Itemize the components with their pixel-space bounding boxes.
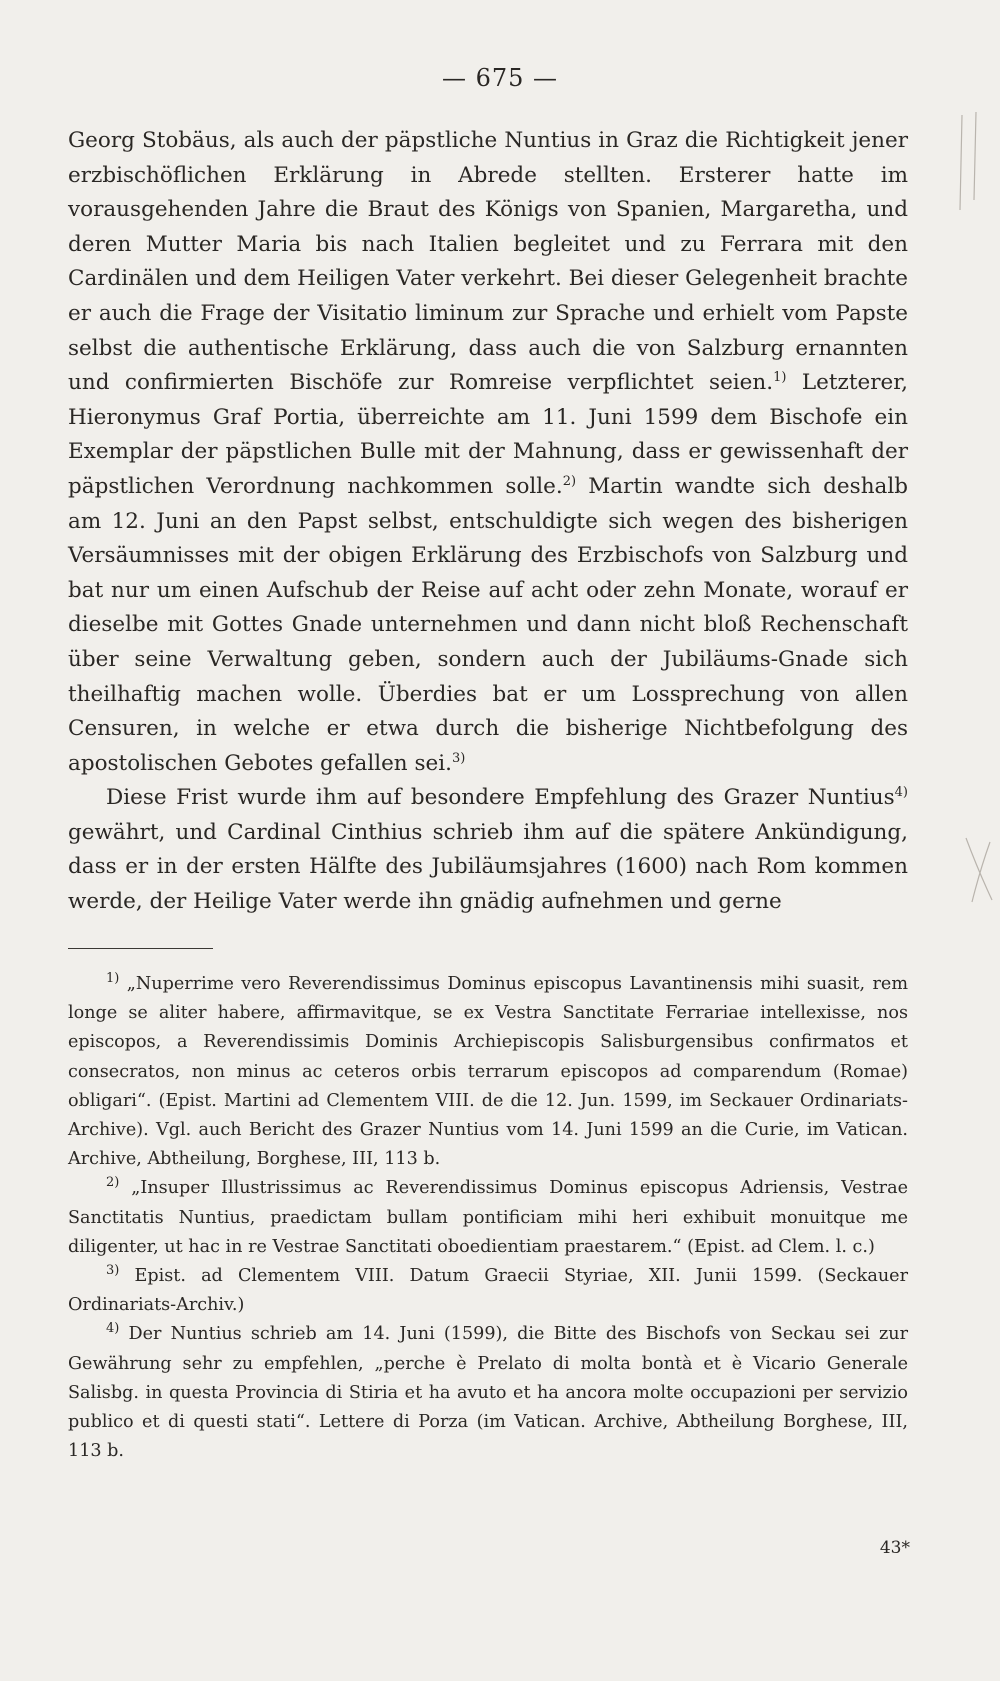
footnote-marker: 1) (106, 971, 120, 987)
footnote-divider (68, 948, 213, 949)
footnote-text: Epist. ad Clementem VIII. Datum Graecii Styriae, XII. Junii 1599. (Seckauer Ordinariats-Archiv.) (68, 1266, 908, 1316)
footnote-text: „Nuperrime vero Reverendissimus Dominus episcopus Lavantinensis mihi suasit, rem longe se aliter habere, affirmavitque, se ex Vestra Sanctitate Ferrariae intellexisse, nos episcopos, a Reverendissimis Dominis Archiepiscopis Salisburgensibus confirmatos et consecratos, non minus ac ceteros orbis terrarum episcopos ad comparendum (Romae) obligari“. (Epist. Martini ad Clementem VIII. de die 12. Jun. 1599, im Seckauer Ordinariats-Archive). Vgl. auch Bericht des Grazer Nuntius vom 14. Juni 1599 an die Curie, im Vatican. Archive, Abtheilung, Borghese, III, 113 b. (68, 974, 908, 1170)
paragraph (68, 781, 908, 919)
footnotes (68, 970, 908, 1466)
footnote-ref[interactable]: 2) (562, 473, 577, 489)
footnote (68, 1174, 908, 1262)
footnote (68, 970, 908, 1174)
footnote-text: „Insuper Illustrissimus ac Reverendissimus Dominus episcopus Adriensis, Vestrae Sanctitatis Nuntius, praedictam bullam pontificiam mihi heri exhibuit monuitque me diligenter, ut hac in re Vestrae Sanctitati oboedientiam praestarem.“ (Epist. ad Clem. l. c.) (68, 1178, 908, 1257)
paragraph-text: Martin wandte sich deshalb am 12. Juni an den Papst selbst, entschuldigte sich wegen des bisherigen Versäumnisses mit der obigen Erklärung des Erzbischofs von Salzburg und bat nur um einen Aufschub der Reise auf acht oder zehn Monate, worauf er dieselbe mit Gottes Gnade unternehmen und dann nicht bloß Rechenschaft über seine Verwaltung geben, sondern auch der Jubiläums-Gnade sich theilhaftig machen wolle. Überdies bat er um Lossprechung von allen Censuren, in welche er etwa durch die bisherige Nichtbefolgung des apostolischen Gebotes gefallen sei. (68, 473, 908, 776)
signature-mark: 43* (879, 1538, 910, 1558)
paragraph-text: gewährt, und Cardinal Cinthius schrieb ihm auf die spätere Ankündigung, dass er in der ersten Hälfte des Jubiläumsjahres (1600) nach Rom kommen werde, der Heilige Vater werde ihn gnädig aufnehmen und gerne (68, 819, 908, 915)
pencil-mark (960, 830, 1000, 910)
footnote (68, 1320, 908, 1466)
paragraph (68, 124, 908, 781)
paragraph-text: Diese Frist wurde ihm auf besondere Empfehlung des Grazer Nuntius (106, 785, 895, 811)
footnote-marker: 3) (106, 1263, 120, 1279)
paragraph-text: Letzterer, Hieronymus Graf Portia, überreichte am 11. Juni 1599 dem Bischofe ein Exemplar der päpstlichen Bulle mit der Mahnung, dass er gewissenhaft der päpstlichen Verordnung nachkommen solle. (68, 370, 908, 499)
footnote-ref[interactable]: 4) (894, 785, 908, 801)
footnote-marker: 2) (106, 1175, 120, 1191)
main-text (68, 124, 908, 920)
footnote-text: Der Nuntius schrieb am 14. Juni (1599), die Bitte des Bischofs von Seckau sei zur Gewährung sehr zu empfehlen, „perche è Prelato di molta bontà et è Vicario Generale Salisbg. in questa Provincia di Stiria et ha avuto et ha ancora molte occupazioni per servizio publico et di questi stati“. Lettere di Porza (im Vatican. Archive, Abtheilung Borghese, III, 113 b. (68, 1324, 908, 1462)
footnote-marker: 4) (106, 1321, 120, 1337)
paragraph-text: Georg Stobäus, als auch der päpstliche Nuntius in Graz die Richtigkeit jener erzbischöflichen Erklärung in Abrede stellten. Ersterer hatte im vorausgehenden Jahre die Braut des Königs von Spanien, Margaretha, und deren Mutter Maria bis nach Italien begleitet und zu Ferrara mit den Cardinälen und dem Heiligen Vater verkehrt. Bei dieser Gelegenheit brachte er auch die Frage der Visitatio liminum zur Sprache und erhielt vom Papste selbst die authentische Erklärung, dass auch die von Salzburg ernannten und confirmierten Bischöfe zur Romreise verpflichtet seien. (68, 128, 908, 396)
footnote (68, 1262, 908, 1320)
pencil-mark (950, 110, 990, 220)
footnote-ref[interactable]: 3) (451, 750, 466, 766)
footnote-ref[interactable]: 1) (773, 370, 787, 385)
page-number: — 675 — (441, 64, 559, 92)
